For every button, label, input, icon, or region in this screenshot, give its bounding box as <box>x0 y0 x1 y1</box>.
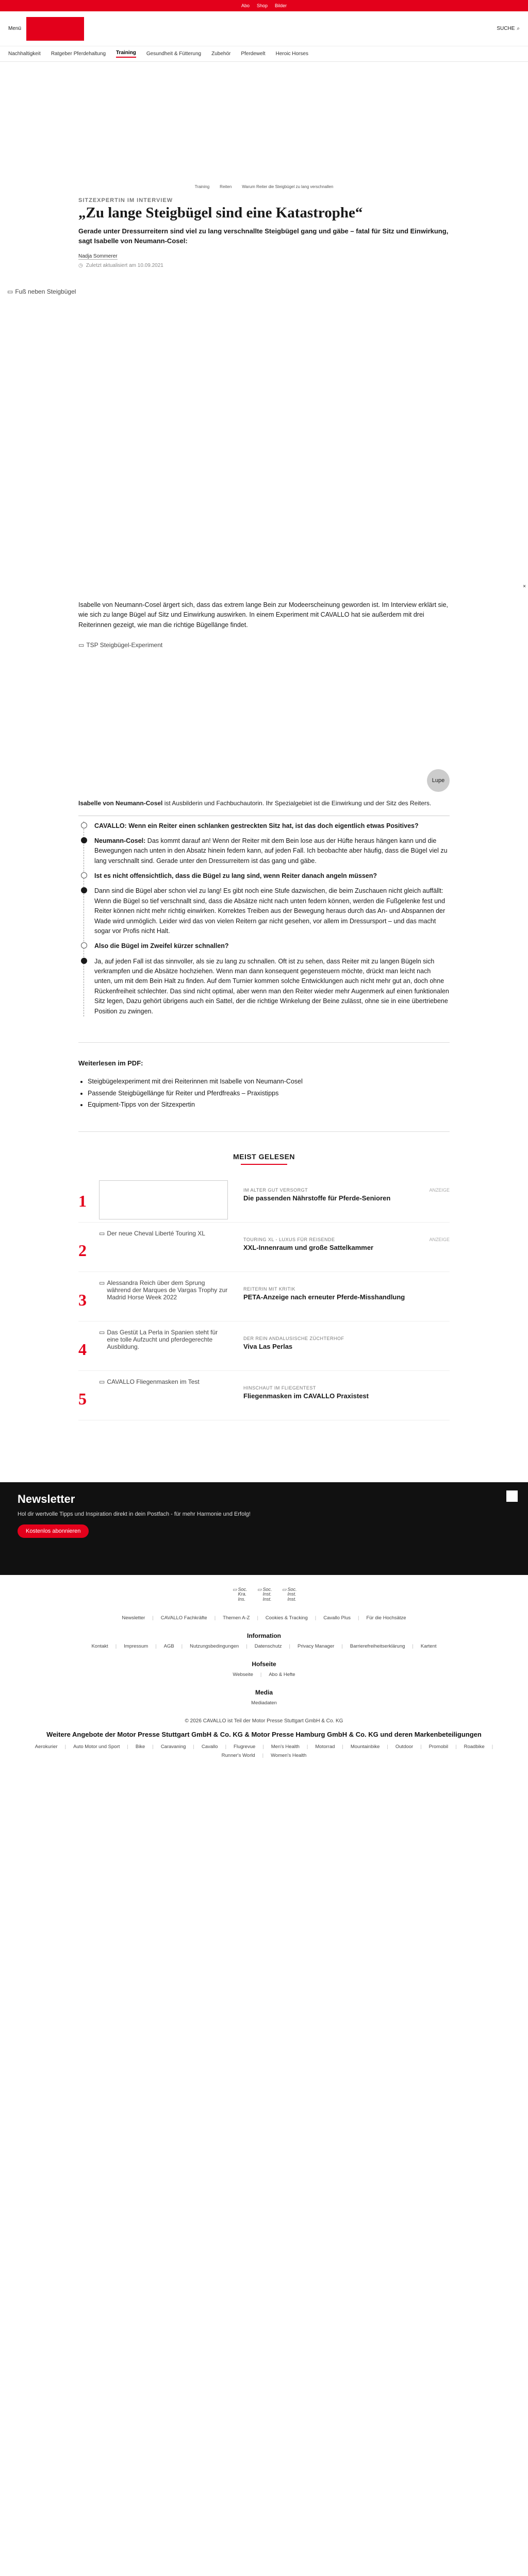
hero-close-icon[interactable]: × <box>523 584 526 590</box>
footer-link[interactable]: Mediadaten <box>251 1700 277 1706</box>
most-read-title: MEIST GELESEN <box>233 1152 295 1161</box>
rank-number: 2 <box>78 1241 87 1260</box>
footer-link[interactable]: Cavallo <box>201 1744 218 1750</box>
broken-image-icon: ▭ <box>99 1328 105 1336</box>
footer-link[interactable]: Nutzungsbedingungen <box>190 1643 239 1649</box>
intro-paragraph: Isabelle von Neumann-Cosel ärgert sich, dass das extrem lange Bein zur Modeerscheinung geworden ist. Im Interview erklärt sie, wie sich zu lange Bügel auf Sitz und Einwirkung auswirken. In einem Experiment mit CAVALLO hat sie außerdem mit drei Reiterinnen gezeigt, wie man die richtige Bügellänge findet. <box>78 601 449 629</box>
rank-number: 1 <box>78 1191 87 1210</box>
broken-image-icon: ▭ <box>257 1586 262 1592</box>
inline-alt-text: TSP Steigbügel-Experiment <box>86 641 163 649</box>
breadcrumb-training[interactable]: Training <box>194 184 210 189</box>
footer-link[interactable]: Aerokurier <box>35 1744 58 1750</box>
teaser-image-alt: CAVALLO Fliegenmasken im Test <box>107 1378 200 1385</box>
qa-text: Dann sind die Bügel aber schon viel zu lang! Es gibt noch eine Stufe dazwischen, die beim Zuschauen nicht gleich auffällt: Wenn die Bügel so tief verschnallt sind, dass die Absätze nicht nach unten federn können, werden die Fußgelenke fest und Reiter können nicht mehr richtig einwirken. Korrektes Treiben aus der Bewegung heraus durch das An- und Abspannen der Wade wird unmöglich. Leider wird das von vielen Reitern gar nicht gesehen, vor allem im Dressursport – und das macht sogar vor Profis nicht Halt. <box>94 887 446 935</box>
answer-bullet-icon <box>81 887 87 893</box>
social-links <box>15 1587 513 1603</box>
broken-image-icon: ▭ <box>99 1229 105 1237</box>
qa-speaker: CAVALLO: <box>94 822 129 829</box>
nav-item-gesundheit[interactable]: Gesundheit & Fütterung <box>146 51 202 57</box>
footer-link[interactable]: Roadbike <box>464 1744 485 1750</box>
article-title: „Zu lange Steigbügel sind eine Katastrophe“ <box>78 205 363 221</box>
magnify-icon[interactable]: Lupe <box>427 769 450 792</box>
newsletter-title: Newsletter <box>18 1492 75 1505</box>
teaser-image <box>99 1230 228 1269</box>
social-alt: Soc. Inst. Inst. <box>262 1586 272 1602</box>
topbar-link-shop[interactable]: Shop <box>256 3 268 8</box>
most-read-item[interactable] <box>78 1378 450 1420</box>
teaser-headline[interactable]: Viva Las Perlas <box>243 1342 293 1350</box>
footer-link[interactable]: Cavallo Plus <box>323 1615 351 1621</box>
newsletter-decor-icon <box>506 1490 518 1502</box>
article-date <box>78 263 450 268</box>
teaser-kicker: TOURING XL - LUXUS FÜR REISENDE <box>243 1236 335 1242</box>
footer-link[interactable]: Mountainbike <box>350 1744 380 1750</box>
footer-link[interactable]: Webseite <box>233 1671 253 1677</box>
site-footer <box>0 1575 528 1791</box>
most-read-item[interactable] <box>78 1230 450 1272</box>
teaser-headline[interactable]: XXL-Innenraum und große Sattelkammer <box>243 1243 374 1251</box>
ad-badge: ANZEIGE <box>429 1187 450 1193</box>
footer-link[interactable]: Men's Health <box>271 1744 300 1750</box>
qa-text: Also die Bügel im Zweifel kürzer schnallen? <box>94 942 229 950</box>
qa-item <box>94 821 450 831</box>
footer-link[interactable]: Bike <box>135 1744 145 1750</box>
date-text: Zuletzt aktualisiert am 10.09.2021 <box>86 263 163 269</box>
article-lead: Gerade unter Dressurreitern sind viel zu lang verschnallte Steigbügel gang und gäbe – fatal für Sitz und Einwirkung, sagt Isabelle von Neumann-Cosel: <box>78 227 449 245</box>
clock-icon: ◷ <box>78 263 83 269</box>
footer-link[interactable]: Caravaning <box>160 1744 186 1750</box>
inline-image-alt <box>78 640 450 650</box>
most-read-item[interactable] <box>78 1279 450 1321</box>
broken-image-icon: ▭ <box>7 288 13 296</box>
footer-link[interactable]: Flugrevue <box>234 1744 256 1750</box>
social-alt: Soc. Kra. Ins. <box>238 1586 248 1602</box>
broken-image-icon: ▭ <box>78 641 85 649</box>
pdf-list <box>78 1076 450 1111</box>
question-bullet-icon <box>81 872 87 878</box>
question-bullet-icon <box>81 822 87 828</box>
pdf-teaser <box>78 1058 450 1126</box>
most-read-section <box>78 1153 450 1420</box>
search-label: SUCHE <box>497 26 515 31</box>
teaser-kicker: IM ALTER GUT VERSORGT <box>243 1187 308 1193</box>
most-read-underline <box>241 1164 287 1165</box>
pdf-list-item: • Passende Steigbügellänge für Reiter und Pferdfreaks – Praxistipps <box>88 1088 450 1099</box>
nav-item-pferdewelt[interactable]: Pferdewelt <box>241 51 266 57</box>
teaser-image-alt: Alessandra Reich über dem Sprung während der Marques de Vargas Trophy zur Madrid Horse Week 2022 <box>107 1279 228 1301</box>
footer-info-title: Information <box>247 1632 281 1639</box>
social-alt: Soc. Inst. Inst. <box>287 1586 297 1602</box>
footer-link[interactable]: Themen A-Z <box>223 1615 250 1621</box>
teaser-image-alt: Das Gestüt La Perla in Spanien steht für eine tolle Aufzucht und pferdegerechte Ausbildung. <box>107 1328 218 1350</box>
article-body <box>78 600 450 1132</box>
footer-link[interactable]: AGB <box>163 1643 174 1649</box>
footer-link[interactable]: Datenschutz <box>254 1643 282 1649</box>
footer-link[interactable]: Runner's World <box>221 1753 255 1759</box>
footer-links-primary: Newsletter | CAVALLO Fachkräfte | Themen A-Z | Cookies & Tracking | Cavallo Plus | Für die Hochsätze <box>122 1615 406 1621</box>
teaser-kicker: HINSCHAUT IM FLIEGENTEST <box>243 1385 316 1391</box>
author-link[interactable]: Nadja Sommerer <box>78 253 118 260</box>
breadcrumb-current: Warum Reiter die Steigbügel zu lang verschnallen <box>242 184 334 189</box>
footer-link[interactable]: Auto Motor und Sport <box>73 1744 120 1750</box>
most-read-item[interactable] <box>78 1180 450 1223</box>
topbar-link-bilder[interactable]: Bilder <box>275 3 287 8</box>
qa-text: Das kommt darauf an! Wenn der Reiter mit dem Bein lose aus der Hüfte heraus hängen kann und die Bewegungen nach unten in den Absatz hinein federn kann, auf jeden Fall. Ich beobachte aber häufig, dass die Bügel viel zu lang verschnallt sind. Gerade unter den Dressurreitern ist das gang und gäbe. <box>94 837 448 865</box>
divider <box>78 1131 450 1132</box>
broken-image-icon: ▭ <box>282 1586 287 1592</box>
qa-speaker: Neumann-Cosel: <box>94 837 147 844</box>
pdf-list-item: • Equipment-Tipps von der Sitzexpertin <box>88 1099 450 1111</box>
footer-links-horse: Webseite | Abo & Hefte <box>233 1671 295 1677</box>
footer-links-info: Kontakt | Impressum | AGB | Nutzungsbedingungen | Datenschutz | Privacy Manager | Barrierefreiheitserklärung | Kartent <box>91 1643 437 1649</box>
footer-link[interactable]: Kartent <box>420 1643 437 1649</box>
footer-link[interactable]: Promobil <box>428 1744 449 1750</box>
qa-item <box>94 886 450 936</box>
caption-bold: Isabelle von Neumann-Cosel <box>78 800 163 807</box>
qa-text: Wenn ein Reiter einen schlanken gestreckten Sitz hat, ist das doch eigentlich etwas Positives? <box>128 822 419 829</box>
nav-item-training[interactable]: Training <box>116 50 136 58</box>
teaser-headline[interactable]: Fliegenmasken im CAVALLO Praxistest <box>243 1392 369 1400</box>
rank-number: 4 <box>78 1340 87 1359</box>
topbar-link-abo[interactable]: Abo <box>241 3 250 8</box>
nav-item-nachhaltigkeit[interactable]: Nachhaltigkeit <box>8 51 41 57</box>
teaser-kicker: REITERIN MIT KRITIK <box>243 1286 295 1292</box>
teaser-headline[interactable]: PETA-Anzeige nach erneuter Pferde-Misshandlung <box>243 1293 405 1301</box>
pdf-list-item: • Steigbügelexperiment mit drei Reiterinnen mit Isabelle von Neumann-Cosel <box>88 1076 450 1088</box>
hero-image-alt <box>7 288 76 295</box>
footer-link[interactable]: Kontakt <box>91 1643 108 1649</box>
teaser-image <box>99 1378 228 1417</box>
qa-text: Ist es nicht offensichtlich, dass die Bügel zu lang sind, wenn Reiter danach angeln müssen? <box>94 872 377 880</box>
breadcrumb <box>78 180 450 193</box>
social-icon[interactable] <box>282 1587 295 1603</box>
copyright: © 2026 CAVALLO ist Teil der Motor Presse Stuttgart GmbH & Co. KG <box>185 1718 343 1724</box>
nav-item-heroic-horses[interactable]: Heroic Horses <box>275 51 308 57</box>
interview-qa <box>84 821 450 1016</box>
footer-links-media <box>15 1700 513 1706</box>
footer-link[interactable]: Motorrad <box>315 1744 335 1750</box>
footer-link[interactable]: Outdoor <box>395 1744 414 1750</box>
menu-button[interactable]: Menü <box>8 26 22 31</box>
site-logo[interactable] <box>26 17 84 41</box>
footer-links-other: Aerokurier | Auto Motor und Sport | Bike | Caravaning | Cavallo | Flugrevue | Men's Health | Motorrad | Mountainbike | Outdoor | Promobil | Roadbike | Runner's World | Women's Health <box>35 1744 493 1759</box>
social-icon[interactable] <box>257 1587 271 1603</box>
footer-link[interactable]: CAVALLO Fachkräfte <box>160 1615 207 1621</box>
footer-media-title: Media <box>255 1688 273 1696</box>
teaser-kicker: DER REIN ANDALUSISCHE ZÜCHTERHOF <box>243 1335 344 1341</box>
question-bullet-icon <box>81 942 87 948</box>
broken-image-icon: ▭ <box>233 1586 237 1592</box>
broken-image-icon: ▭ <box>99 1279 105 1286</box>
rank-number: 5 <box>78 1389 87 1408</box>
caption-text: ist Ausbilderin und Fachbuchautorin. Ihr Spezialgebiet ist die Einwirkung und der Sitz des Reiters. <box>162 800 432 807</box>
inline-image <box>78 640 450 795</box>
broken-image-icon: ▭ <box>99 1378 105 1385</box>
teaser-headline[interactable]: Die passenden Nährstoffe für Pferde-Senioren <box>243 1194 391 1202</box>
most-read-item[interactable] <box>78 1329 450 1371</box>
nav-item-ratgeber[interactable]: Ratgeber Pferdehaltung <box>51 51 106 57</box>
search-icon: ⌕ <box>517 26 520 31</box>
divider <box>78 1042 450 1043</box>
teaser-image <box>99 1180 228 1219</box>
hero-image <box>0 281 528 590</box>
rank-number: 3 <box>78 1290 87 1309</box>
teaser-image <box>99 1329 228 1368</box>
image-caption <box>78 799 450 816</box>
newsletter-subscribe-button[interactable]: Kostenlos abonnieren <box>18 1524 89 1538</box>
top-ad-slot <box>0 62 528 180</box>
nav-item-zubehoer[interactable]: Zubehör <box>211 51 231 57</box>
search-button[interactable] <box>497 26 520 31</box>
answer-bullet-icon <box>81 958 87 964</box>
qa-item <box>94 941 450 951</box>
qa-item <box>94 871 450 881</box>
footer-link[interactable]: Impressum <box>124 1643 148 1649</box>
newsletter-box <box>0 1482 528 1575</box>
top-utility-bar <box>0 0 528 11</box>
qa-text: Ja, auf jeden Fall ist das sinnvoller, als sie zu lang zu schnallen. Oft ist zu sehen, dass Reiter mit zu langen Bügeln sich verkrampfen und die Absätze hochziehen. Wenn man dann konsequent gegensteuern möchte, drückt man leicht nach unten, um mit dem Bein Halt zu finden. Auf dem Turnier kommen solche Entwicklungen auch nicht mehr gut an, doch ohne Rückenfreiheit schlechter. Das sind nicht optimal, aber wenn man den Reiter wieder mehr Augenmerk auf einen funktionalen Sitz legen, Dazu gehört übrigens auch ein Sattel, der die richtige Winkelung der Beine zulässt, ohne sie in eine übertriebene Position zu zwingen. <box>94 957 449 1015</box>
article-header <box>78 180 450 268</box>
footer-link[interactable]: Privacy Manager <box>297 1643 335 1649</box>
social-icon[interactable] <box>233 1587 246 1603</box>
pdf-title: Weiterlesen im PDF: <box>78 1059 143 1067</box>
qa-item <box>94 836 450 866</box>
footer-link[interactable]: Women's Health <box>271 1753 307 1759</box>
answer-bullet-icon <box>81 837 87 843</box>
footer-link[interactable]: Cookies & Tracking <box>265 1615 308 1621</box>
footer-link[interactable]: Barrierefreiheitserklärung <box>350 1643 405 1649</box>
footer-link[interactable]: Abo & Hefte <box>269 1671 295 1677</box>
article-kicker: SITZEXPERTIN IM INTERVIEW <box>78 197 173 204</box>
teaser-image <box>99 1279 228 1318</box>
teaser-image-alt: Der neue Cheval Liberté Touring XL <box>107 1229 205 1237</box>
qa-item <box>94 957 450 1016</box>
footer-link[interactable]: Für die Hochsätze <box>366 1615 406 1621</box>
other-offers-title: Weitere Angebote der Motor Presse Stuttgart GmbH & Co. KG & Motor Presse Hamburg GmbH & Co. KG und deren Markenbeteiligungen <box>46 1730 482 1738</box>
footer-link[interactable]: Newsletter <box>122 1615 145 1621</box>
main-nav <box>0 46 528 62</box>
hero-alt-text: Fuß neben Steigbügel <box>15 288 76 296</box>
breadcrumb-reiten[interactable]: Reiten <box>220 184 232 189</box>
newsletter-text: Hol dir wertvolle Tipps und Inspiration direkt in dein Postfach - für mehr Harmonie und Erfolg! <box>18 1511 251 1517</box>
ad-badge: ANZEIGE <box>429 1236 450 1242</box>
site-header <box>0 11 528 46</box>
footer-horse-title: Hofseite <box>252 1660 276 1668</box>
